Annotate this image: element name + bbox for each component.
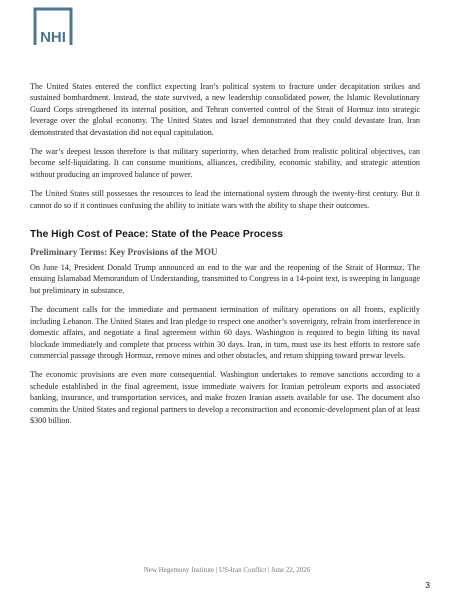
section-subheading: Preliminary Terms: Key Provisions of the MOU	[30, 247, 218, 258]
section-heading: The High Cost of Peace: State of the Peace Process	[30, 229, 283, 241]
body-paragraph: The United States still possesses the resources to lead the international system through the twenty-first century. But it cannot do so if it continues confusing the ability to initiate wars with the ability to shape their outcomes.	[30, 189, 420, 210]
nhi-logo	[33, 7, 73, 47]
logo-text: NHI	[40, 29, 66, 46]
page-number: 3	[425, 580, 430, 590]
section-paragraph: The economic provisions are even more consequential. Washington undertakes to remove sanctions according to a schedule established in the final agreement, issue immediate waivers for Iranian petroleum exports and associated banking, insurance, and transportation services, and make frozen Iranian assets available for use. The document also commits the United States and regional partners to develop a reconstruction and economic-development plan of at least $300 billion.	[30, 370, 420, 425]
nhi-logo-mark	[33, 7, 73, 47]
body-paragraph: The United States entered the conflict expecting Iran’s political system to fracture under decapitation strikes and sustained bombardment. Instead, the state survived, a new leadership consolidated power, the Islamic Revolutionary Guard Corps strengthened its internal position, and Tehran converted control of the Strait of Hormuz into strategic leverage over the global economy. The United States and Israel demonstrated that they could devastate Iran. Iran demonstrated that devastation did not equal capitulation.	[30, 82, 420, 137]
body-paragraph: The war’s deepest lesson therefore is that military superiority, when detached from realistic political objectives, can become self-liquidating. It can consume munitions, alliances, credibility, economic stability, and strategic attention without producing an improved balance of power.	[30, 147, 420, 179]
main-content	[30, 81, 420, 434]
section-paragraph: On June 14, President Donald Trump announced an end to the war and the reopening of the Strait of Hormuz. The ensuing Islamabad Memorandum of Understanding, transmitted to Congress in a 14-point text, is sweeping in language but preliminary in substance.	[30, 263, 420, 295]
section-paragraph: The document calls for the immediate and permanent termination of military operations on all fronts, explicitly including Lebanon. The United States and Iran pledge to respect one another’s sovereignty, refrain from interference in domestic affairs, and negotiate a final agreement within 60 days. Washington is required to begin lifting its naval blockade immediately and complete that process within 30 days. Iran, in turn, must use its best efforts to restore safe commercial passage through Hormuz, remove mines and other obstacles, and return shipping toward prewar levels.	[30, 305, 420, 360]
page-footer: New Hegemony Institute | US-Iran Conflict | June 22, 2026	[143, 566, 311, 574]
